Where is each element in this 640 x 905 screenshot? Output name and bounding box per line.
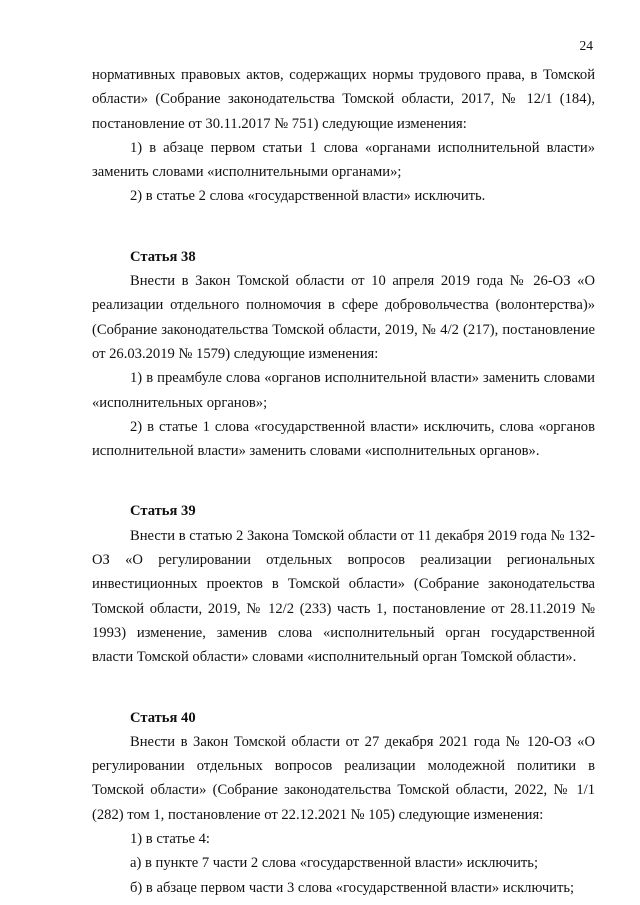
page-number: 24 xyxy=(579,38,593,53)
article-38-paragraph: Внести в Закон Томской области от 10 апреля 2019 года № 26-ОЗ «О реализации отдельного полномочия в сфере добровольчества (волонтерства)» (Собрание законодательства Томской области, 2019, № 4/2 (217), постановление от 26.03.2019 № 1579) следующие изменения: xyxy=(92,273,595,362)
intro-item-2: 2) в статье 2 слова «государственной власти» исключить. xyxy=(130,188,486,205)
article-38-item-2: 2) в статье 1 слова «государственной власти» исключить, слова «органов исполнительной власти» заменить словами «исполнительных органов». xyxy=(92,418,595,460)
document-body xyxy=(92,63,595,900)
article-39-heading: Статья 39 xyxy=(130,503,196,520)
article-38-heading: Статья 38 xyxy=(130,248,196,265)
article-40-paragraph: Внести в Закон Томской области от 27 декабря 2021 года № 120-ОЗ «О регулировании отдельных вопросов реализации молодежной политики в Томской области» (Собрание законодательства Томской области, 2022, № 1/1 (282) том 1, постановление от 22.12.2021 № 105) следующие изменения: xyxy=(92,733,595,823)
article-40-item-a: а) в пункте 7 части 2 слова «государственной власти» исключить; xyxy=(130,855,539,872)
spacer xyxy=(92,463,595,499)
article-40-heading: Статья 40 xyxy=(130,709,196,726)
article-38-item-1: 1) в преамбуле слова «органов исполнительной власти» заменить словами «исполнительных органов»; xyxy=(92,370,595,411)
intro-item-1: 1) в абзаце первом статьи 1 слова «органами исполнительной власти» заменить словами «исполнительными органами»; xyxy=(92,139,595,181)
spacer xyxy=(92,209,595,245)
spacer xyxy=(92,670,595,706)
article-39-paragraph: Внести в статью 2 Закона Томской области от 11 декабря 2019 года № 132-ОЗ «О регулировании отдельных вопросов реализации региональных инвестиционных проектов в Томской области» (Собрание законодательства Томской области, 2019, № 12/2 (233) часть 1, постановление от 28.11.2019 № 1993) изменение, заменив слова «исполнительный орган государственной власти Томской области» словами «исполнительный орган Томской области». xyxy=(92,527,595,666)
article-40-item-1: 1) в статье 4: xyxy=(130,831,210,848)
article-40-item-b: б) в абзаце первом части 3 слова «государственной власти» исключить; xyxy=(130,879,575,896)
intro-paragraph: нормативных правовых актов, содержащих нормы трудового права, в Томской области» (Собрание законодательства Томской области, 2017, № 12/1 (184), постановление от 30.11.2017 № 751) следующие изменения: xyxy=(92,67,595,132)
